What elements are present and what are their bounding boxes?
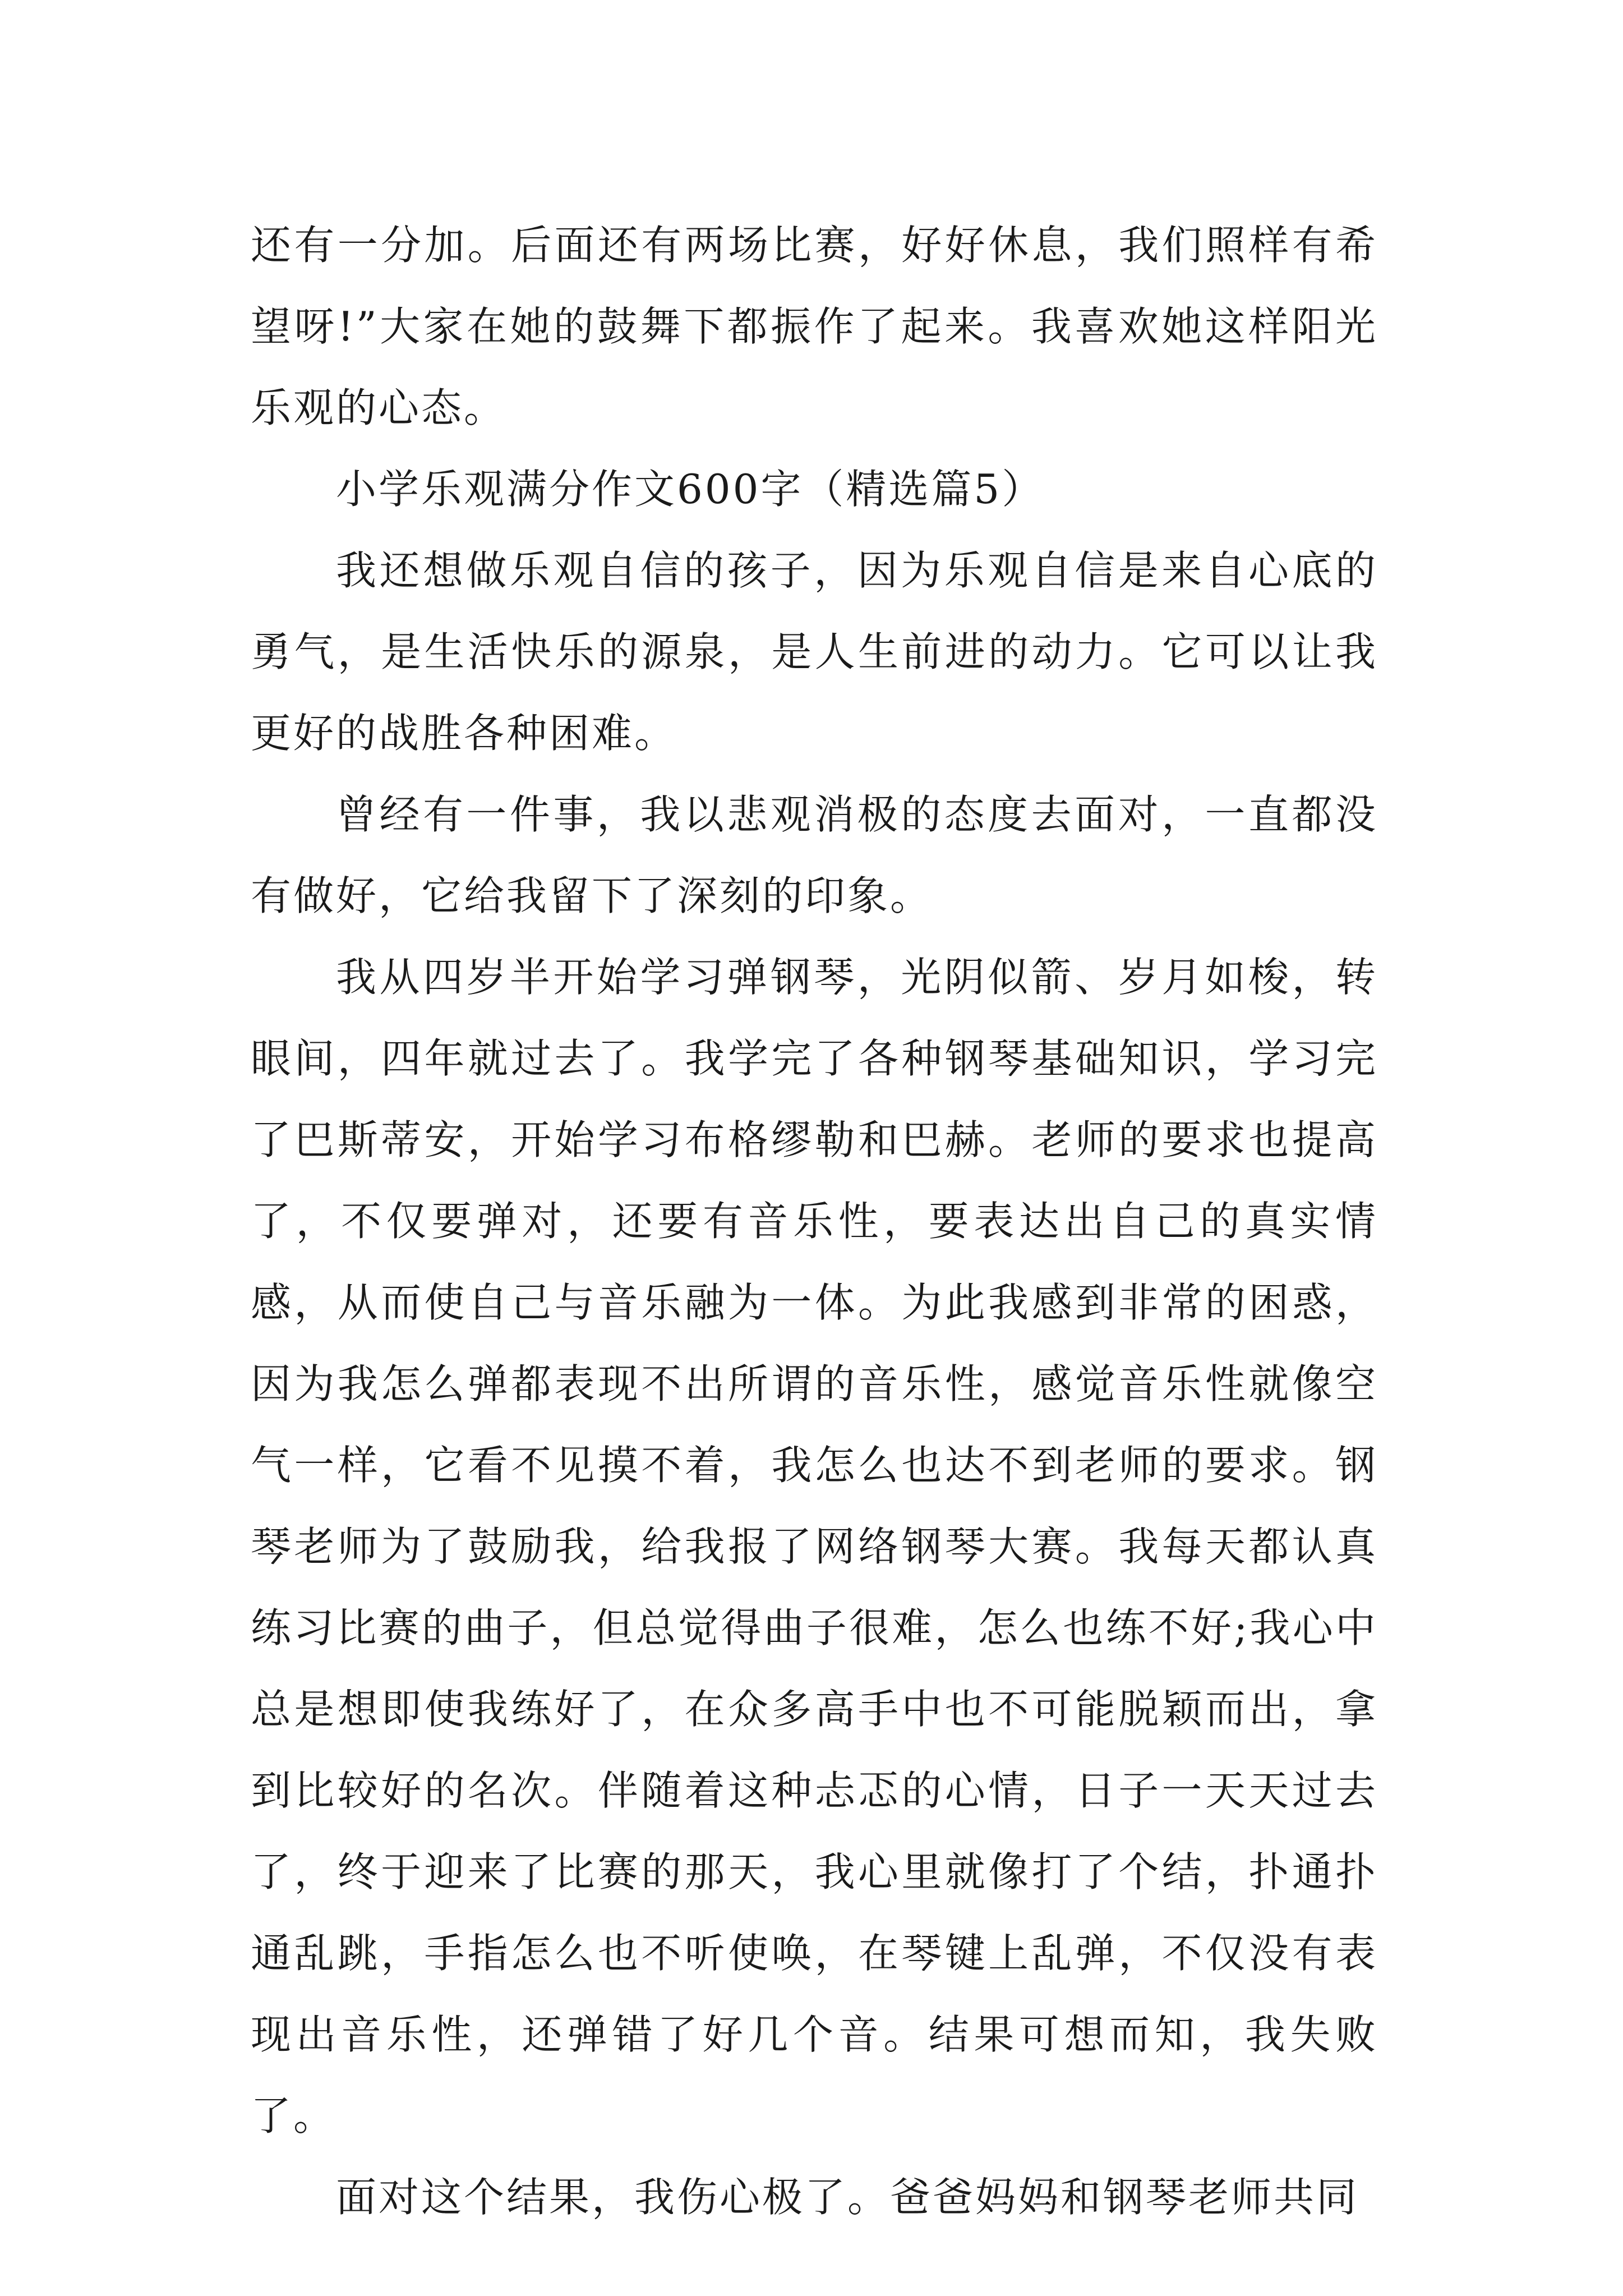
- document-body: [251, 205, 1378, 2238]
- paragraph: 面对这个结果，我伤心极了。爸爸妈妈和钢琴老师共同: [336, 2174, 1359, 2221]
- paragraph-continuation: 还有一分加。后面还有两场比赛，好好休息，我们照样有希望呀!”大家在她的鼓舞下都振作了起来。我喜欢她这样阳光乐观的心态。: [251, 222, 1378, 431]
- paragraph: 曾经有一件事，我以悲观消极的态度去面对，一直都没有做好，它给我留下了深刻的印象。: [251, 791, 1378, 919]
- paragraph: 我从四岁半开始学习弹钢琴，光阴似箭、岁月如梭，转眼间，四年就过去了。我学完了各种钢琴基础知识，学习完了巴斯蒂安，开始学习布格缪勒和巴赫。老师的要求也提高了，不仅要弹对，还要有音乐性，要表达出自己的真实情感，从而使自己与音乐融为一体。为此我感到非常的困惑，因为我怎么弹都表现不出所谓的音乐性，感觉音乐性就像空气一样，它看不见摸不着，我怎么也达不到老师的要求。钢琴老师为了鼓励我，给我报了网络钢琴大赛。我每天都认真练习比赛的曲子，但总觉得曲子很难，怎么也练不好;我心中总是想即使我练好了，在众多高手中也不可能脱颖而出，拿到比较好的名次。伴随着这种忐忑的心情，日子一天天过去了，终于迎来了比赛的那天，我心里就像打了个结，扑通扑通乱跳，手指怎么也不听使唤，在琴键上乱弹，不仅没有表现出音乐性，还弹错了好几个音。结果可想而知，我失败了。: [251, 954, 1378, 2139]
- section-heading: 小学乐观满分作文600字（精选篇5）: [336, 466, 1045, 513]
- paragraph: 我还想做乐观自信的孩子，因为乐观自信是来自心底的勇气，是生活快乐的源泉，是人生前进的动力。它可以让我更好的战胜各种困难。: [251, 547, 1378, 757]
